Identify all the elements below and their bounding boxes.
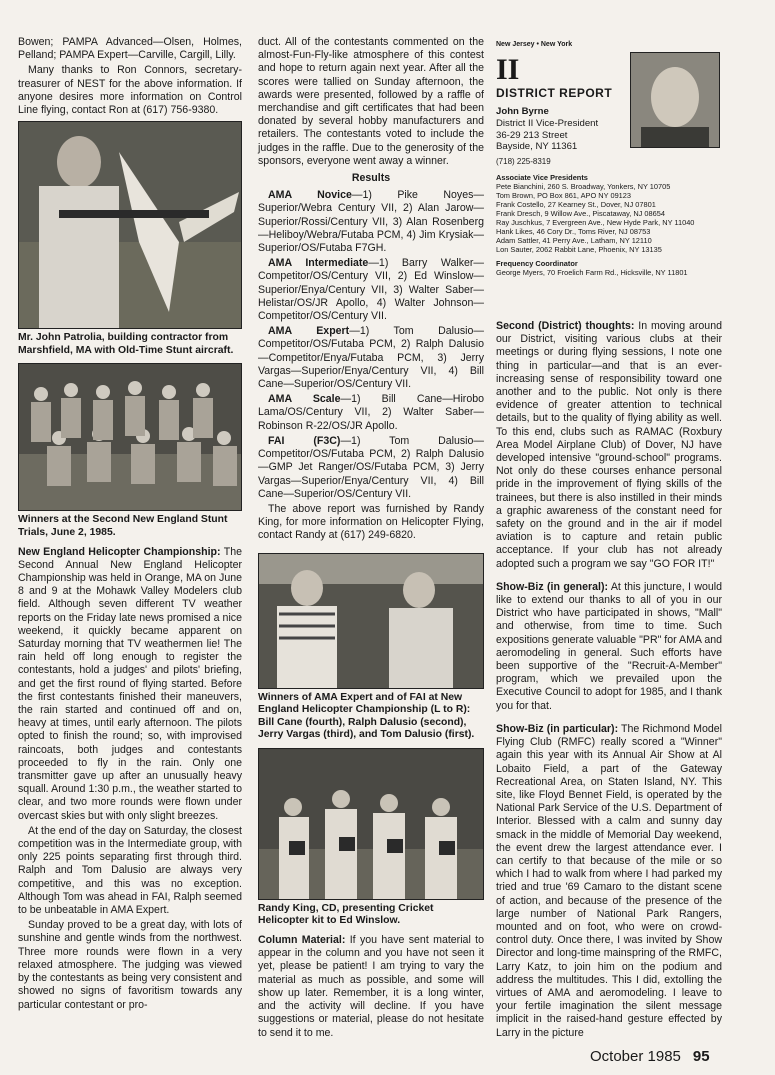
result-class: AMA Intermediate — [268, 257, 369, 270]
vp-name: John Byrne — [496, 106, 549, 118]
photo-stunt-winners — [18, 363, 242, 511]
paragraph — [496, 581, 722, 713]
result-text: —1) Barry Walker—Competitor/OS/Century VII, 2) Ed Winslow—Superior/Enya/Century VII, 3) Walter Saber—Helistar/OS/JR Apollo, 4) Walter Johnson—Competitor/OS/Century VII. — [258, 257, 485, 323]
district-report-title: DISTRICT REPORT — [496, 86, 613, 101]
district-number: II — [496, 53, 520, 87]
paragraph: At the end of the day on Saturday, the closest competition was in the Intermediate group, with only 225 points separating first through third. Ralph and Tom Dalusio are always very competitive, and this was no exception. Although Tom was ahead in FAI, Ralph seemed to be unbeatable in AMA Expert. — [18, 824, 242, 917]
result-text: —1) Tom Dalusio—Competitor/OS/Futaba PCM, 2) Ralph Dalusio—GMP Jet Ranger/OS/Futaba PCM, 3) Jerry Vargas—Superior/Enya/Century VII, 4) Bill Cane—Superior/OS/Century VII. — [258, 434, 484, 500]
paragraph-text: If you have sent material to appear in the column and you have not seen it yet, please be patient! I am trying to vary the material as much as possible, and some will show up later. Remember, it is a long winter, and the activity will decline. If you have suggestions or material, please do not hesitate to send it to me. — [258, 934, 484, 1039]
vp-address: 36-29 213 Street — [496, 129, 568, 141]
section-heading: Show-Biz (in general): — [496, 580, 609, 593]
assoc-line: Frank Dresch, 9 Willow Ave., Piscataway, NJ 08654 — [496, 209, 665, 219]
column-2 — [258, 36, 484, 1042]
region-label: New Jersey • New York — [496, 41, 573, 48]
associate-vps — [496, 173, 722, 277]
assoc-line: Hank Likes, 46 Cory Dr., Toms River, NJ 08753 — [496, 227, 651, 237]
freq-title: Frequency Coordinator — [496, 259, 578, 269]
paragraph: Sunday proved to be a great day, with lots of sunshine and gentle winds from the northwest. Three more rounds were flown in a very relaxed atmosphere. The judging was viewed by the contestants as being very consistent and showed no signs of favoritism towards any particular contestant or pro- — [18, 919, 242, 1011]
freq-line: George Myers, 70 Froelich Farm Rd., Hicksville, NY 11801 — [496, 268, 688, 278]
result-text: —1) Tom Dalusio—Competitor/OS/Futaba PCM, 2) Ralph Dalusio—Competitor/Enya/Futaba PCM, 3) Jerry Vargas—Superior/Enya/Century VII, 4) Bill Cane—Superior/OS/Century VII. — [258, 325, 484, 391]
paragraph — [258, 934, 484, 1040]
result-text: —1) Pike Noyes—Superior/Webra Century VII, 2) Alan Jarow—Superior/Rossi/Century VII, 3) Alan Rosenberg—Heliboy/Webra/Futaba PCM, 4) Jim Krysiak—Superior/OS/Futaba F7GH. — [258, 189, 484, 255]
page-footer — [590, 1048, 710, 1065]
column-1 — [18, 36, 242, 1014]
photo-caption: Mr. John Patrolia, building contractor from Marshfield, MA with Old-Time Stunt aircraft. — [18, 332, 234, 356]
result-entry — [258, 435, 484, 501]
section-heading: Second (District) thoughts: — [496, 320, 635, 332]
assoc-line: Pete Bianchini, 260 S. Broadway, Yonkers, NY 10705 — [496, 182, 671, 192]
photo-caption: Randy King, CD, presenting Cricket Helicopter kit to Ed Winslow. — [258, 902, 434, 927]
paragraph-text: The Richmond Model Flying Club (RMFC) really scored a "Winner" again this year with its Annual Air Show at Al Lobaito Field, a part of the Gateway Recreational Area, on Staten Island, NY. This site, like Floyd Bennet Field, is operated by the National Park Service of the U.S. Department of Interior. Blessed with a calm and sunny day smack in the middle of Memorial Day weekend, the event drew the largest attendance ever. I can certify to that because of the mile or so which I had to walk from where I had parked my tried and true '69 Camaro to the distant scene of action, and because of the presence of the large number of National Park Rangers, mounted and on foot, who were on crowd-control duty. Once there, I was invited by Show Director and long-time mainspring of the RMFC, Larry Katz, to join him on the podium and address the multitudes. This I did, extolling the virtues of AMA and aeromodeling. I leave to your fertile imagination the silent message implicit in the raised-hand gesture effected by Larry in the picture — [496, 722, 722, 1039]
vp-address: Bayside, NY 11361 — [496, 141, 578, 153]
paragraph: duct. All of the contestants commented on the almost-Fun-Fly-like atmosphere of this contest and hope to return again next year. After all the scores were tallied on Sunday afternoon, the awards were presented, followed by a raffle of merchandise and gift certificates that had been donated by several hobby manufacturers and retailers. The contestants voted to include the judges in the raffle. Due to the generosity of the sponsors, everyone went away a winner. — [258, 36, 484, 167]
assoc-line: Tom Brown, PO Box 861, APO NY 09123 — [496, 191, 632, 201]
section-heading: New England Helicopter Championship: — [18, 545, 221, 558]
assoc-line: Lon Sauter, 2062 Rabbit Lane, Phoenix, NY 13135 — [496, 245, 662, 255]
paragraph: The above report was furnished by Randy King, for more information on Helicopter Flying, contact Randy at (617) 249-6820. — [258, 502, 484, 542]
vp-title: District II Vice-President — [496, 118, 599, 129]
assoc-line: Adam Sattler, 41 Perry Ave., Latham, NY 12110 — [496, 236, 652, 246]
assoc-line: Ray Juschkus, 7 Evergreen Ave., New Hyde Park, NY 11040 — [496, 218, 695, 228]
result-text: —1) Bill Cane—Hirobo Lama/OS/Century VII, 2) Walter Saber—Robinson R-22/OS/JR Apollo. — [258, 393, 484, 432]
paragraph: Bowen; PAMPA Advanced—Olsen, Holmes, Pelland; PAMPA Expert—Carville, Cargill, Lilly. — [18, 36, 242, 62]
issue-date: October 1985 — [590, 1048, 681, 1065]
vp-phone: (718) 225-8319 — [496, 156, 551, 166]
paragraph — [496, 723, 722, 1040]
page-number: 95 — [692, 1048, 710, 1065]
paragraph: Many thanks to Ron Connors, secretary-treasurer of NEST for the above information. If anyone desires more information on Control Line flying, contact Ron at (617) 756-9380. — [18, 64, 242, 117]
result-entry — [258, 189, 484, 255]
assoc-line: Frank Costello, 27 Kearney St., Dover, NJ 07801 — [496, 200, 656, 210]
results-heading: Results — [351, 172, 391, 185]
result-class: AMA Expert — [268, 325, 350, 338]
result-class: AMA Novice — [268, 189, 352, 202]
results-list — [258, 189, 484, 501]
paragraph-text: The Second Annual New England Helicopter Championship was held in Orange, MA on June 8 and 9 at the Mohawk Valley Modelers club field. Although seven different TV weather reports on the Friday late news promised a nice weekend, it quickly became apparent on Saturday morning that TV weathermen lie! The rain held off long enough to register the contestants, hold a judges' and pilots' briefing, and get the first round of flying started. Before the first contestants finished their maneuvers, the rain started and continued off and on, heavy at times, until early afternoon. The pilots opted to finish the round; so, with improvised raincoats, both judges and contestants proceeded to fly in the rain. Only one transmitter gave up after an unusually heavy squall. Around 1:30 p.m., the weather started to clear, and two more rounds were flown under overcast skies but with only slight breezes. — [18, 545, 242, 822]
photo-cricket-kit — [258, 748, 484, 900]
photo-patrolia — [18, 121, 242, 329]
photo-caption: Winners of AMA Expert and of FAI at New England Helicopter Championship (L to R): Bill Cane (fourth), Ralph Dalusio (second), Jerry Vargas (third), and Tom Dalusio (first). — [258, 691, 475, 741]
section-heading: Column Material: — [258, 934, 346, 947]
result-class: AMA Scale — [268, 393, 341, 406]
paragraph-text: In moving around our District, visiting various clubs at their meetings or during flying sessions, I note one thing in particular—and that is an ever-increasing sense of responsibility toward one another and to the public. Not only is there evidence of greater attention to technical details, but to the quality of flying ability as well. To this end, clubs such as RAMAC (Roxbury Area Model Airplane Club) of Dover, NJ have developed intensive "ground-school" programs. Not only do these courses enhance personal pride in the improvement of flying skills of the trainees, but there is also instilled in their minds a graphic awareness of the constant need for safety on the ground and in the air if model aviation is to capture and retain public acceptance. If your club has not already adopted such a program we say "GO FOR IT!" — [496, 320, 722, 570]
section-heading: Show-Biz (in particular): — [496, 722, 619, 735]
result-class: FAI (F3C) — [268, 434, 341, 447]
district-header — [496, 38, 722, 278]
paragraph — [496, 320, 722, 571]
paragraph-text: At this juncture, I would like to extend our thanks to all of you in our District who have participated in shows, "Mall" and otherwise, from time to time. Such expositions generate valuable "PR" for AMA and aeromodeling in general. Such efforts have been supportive of the "Recruit-A-Member" program, which we prevailed upon the Executive Council to adopt for 1985, and I thank you for that. — [496, 580, 723, 712]
photo-caption: Winners at the Second New England Stunt Trials, June 2, 1985. — [18, 514, 228, 538]
result-entry — [258, 257, 484, 323]
photo-john-byrne — [630, 52, 720, 148]
column-3 — [496, 38, 722, 1042]
photo-helicopter-winners — [258, 553, 484, 689]
paragraph — [18, 546, 242, 823]
assoc-title: Associate Vice Presidents — [496, 173, 588, 183]
result-entry — [258, 325, 484, 391]
result-entry — [258, 393, 484, 433]
